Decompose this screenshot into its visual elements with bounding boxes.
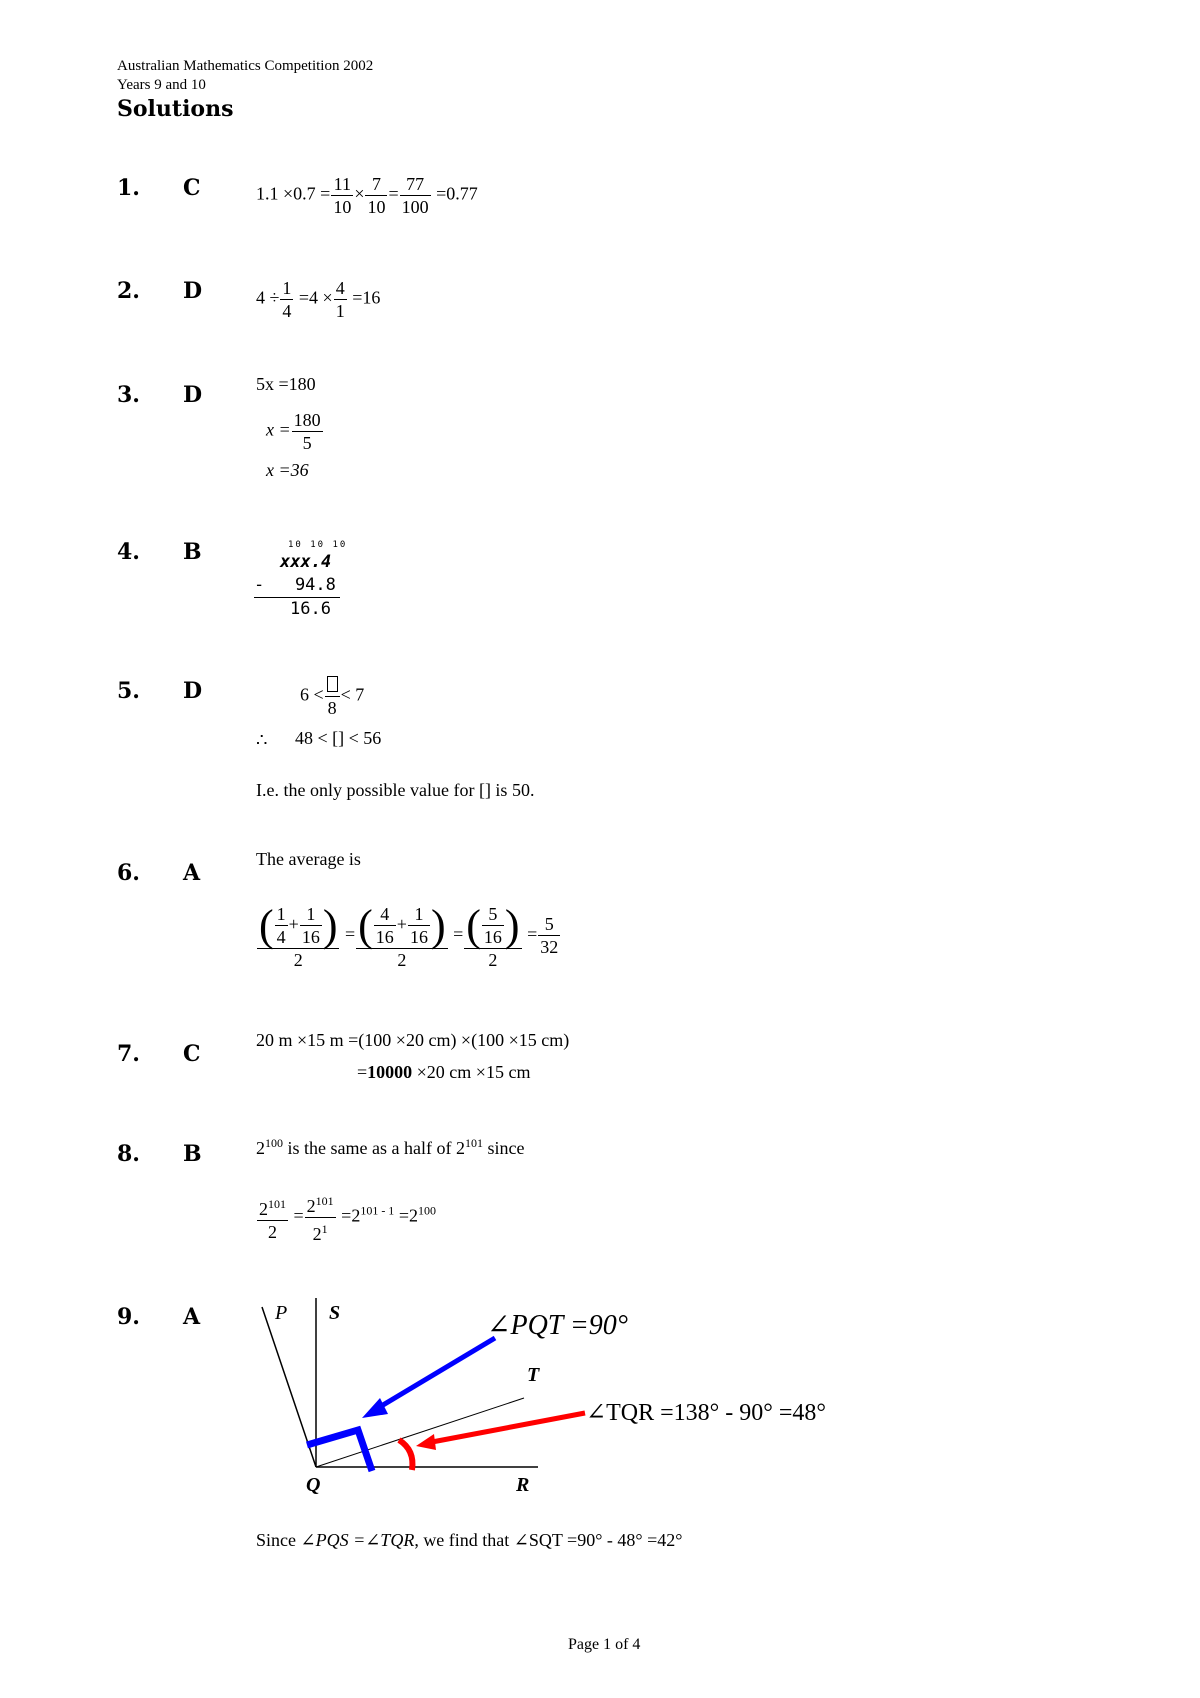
q2-equation: 4 ÷ $\frac{1}{4}$ =4 × $\frac{4}{1}$ =16 (256, 278, 381, 321)
q1-equation: 1.1 ×0.7 = $\frac{11}{10}$ × $\frac{7}{10}$ = $\frac{77}{100}$ =0.77 (256, 174, 478, 217)
competition-name: Australian Mathematics Competition 2002 (117, 58, 374, 74)
question-number: 1. (117, 175, 140, 201)
q4-borrow-marks: 10 10 10 (288, 540, 348, 550)
q3-line1: 5x =180 (256, 374, 316, 394)
question-number: 4. (117, 539, 140, 565)
label-t: T (527, 1364, 540, 1386)
question-number: 9. (117, 1304, 140, 1330)
annotation-pqt: ∠PQT =90° (487, 1310, 628, 1341)
q7-line2: =10000 ×20 cm ×15 cm (357, 1062, 531, 1082)
q6-intro: The average is (256, 849, 361, 869)
q8-equation: $\frac{2^{101}}{2}$ = $\frac{2^{101}}{2^1}$ $=2^{101 - 1} =2^{100}$ (259, 1194, 436, 1244)
q4-result: 16.6 (290, 599, 331, 619)
question-number: 8. (117, 1141, 140, 1167)
blue-arrow-shaft (378, 1338, 495, 1408)
q8-statement: $2^{100}$ is the same as a half of $2^{101}$ since (256, 1136, 525, 1158)
q4-subtrahend: - 94.8 (254, 575, 336, 595)
blue-arrowhead (362, 1398, 388, 1418)
question-number: 3. (117, 382, 140, 408)
q4-top-number: xxx.4 (280, 552, 332, 572)
answer-letter: C (183, 175, 201, 201)
page-title: Solutions (117, 96, 234, 122)
q6-equation: ( $\frac{1}{4}$ + $\frac{1}{16}$ ) 2 = ( $\frac{4}{16}$ + $\frac{1}{16}$ ) 2 = ( $\frac{5}{16}$ ) 2 = $\frac{5}{32}$ (259, 900, 559, 971)
page-number: Page 1 of 4 (568, 1636, 641, 1653)
answer-letter: D (183, 278, 203, 304)
angle-arc-mark (399, 1440, 412, 1470)
answer-letter: B (183, 1141, 202, 1167)
annotation-tqr: ∠TQR =138° - 90° =48° (586, 1400, 826, 1426)
q7-line1: 20 m ×15 m =(100 ×20 cm) ×(100 ×15 cm) (256, 1030, 570, 1050)
answer-letter: A (183, 860, 201, 886)
question-number: 2. (117, 278, 140, 304)
q3-line2: x = $\frac{180}{5}$ (266, 410, 321, 453)
question-number: 7. (117, 1041, 140, 1067)
q5-inequality: 6 < 8 < 7 (300, 674, 364, 719)
q5-inequality2: 48 < [] < 56 (295, 728, 382, 748)
label-s: S (329, 1302, 341, 1324)
year-level: Years 9 and 10 (117, 77, 206, 93)
answer-letter: A (183, 1304, 201, 1330)
label-r: R (516, 1474, 530, 1496)
q3-line3: x =36 (266, 460, 309, 480)
question-number: 5. (117, 678, 140, 704)
therefore-symbol: ∴ (256, 730, 268, 750)
answer-letter: D (183, 382, 203, 408)
answer-letter: B (183, 539, 202, 565)
q9-conclusion: Since ∠PQS =∠TQR, we find that ∠SQT =90° - 48° =42° (256, 1530, 683, 1550)
label-q: Q (306, 1474, 321, 1496)
question-number: 6. (117, 860, 140, 886)
answer-letter: C (183, 1041, 201, 1067)
answer-letter: D (183, 678, 203, 704)
label-p: P (275, 1302, 288, 1324)
red-arrow-shaft (432, 1413, 585, 1442)
red-arrowhead (416, 1434, 436, 1450)
q5-conclusion: I.e. the only possible value for [] is 50. (256, 780, 535, 800)
